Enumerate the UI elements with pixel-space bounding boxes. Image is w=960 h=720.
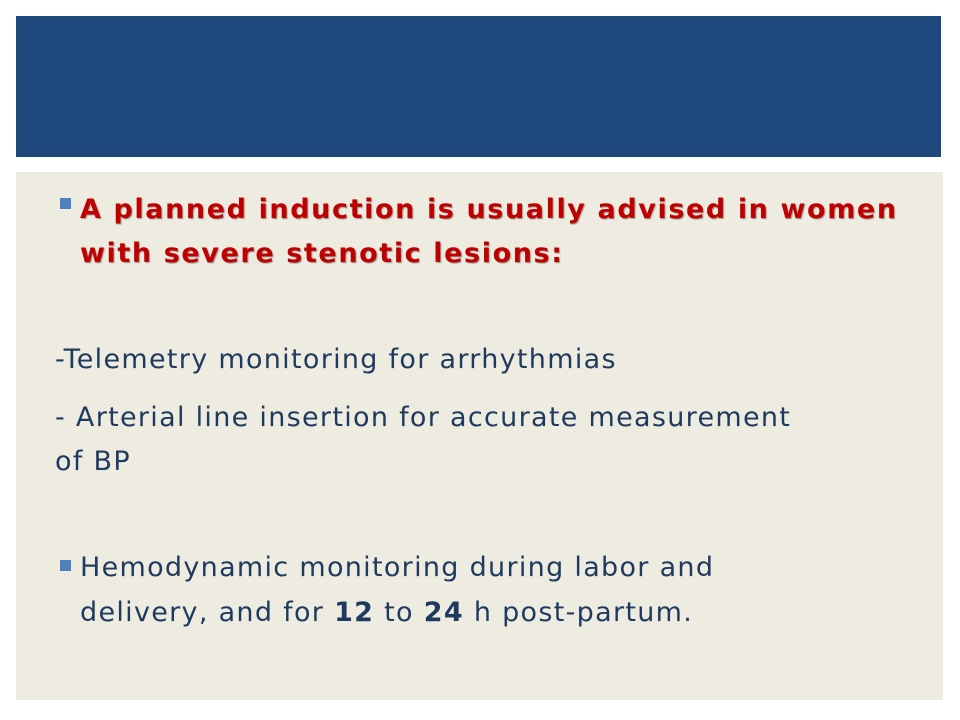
hemo-line-2-text-b: to: [374, 597, 424, 628]
hemo-line-2: [80, 597, 693, 628]
intro-line-2: with severe stenotic lesions:: [80, 238, 564, 269]
hemo-hours-end: 24: [423, 597, 464, 628]
hemo-line-2-text-c: h post-partum.: [463, 597, 694, 628]
hemo-line-1: Hemodynamic monitoring during labor and: [80, 552, 715, 583]
arterial-line-item: - Arterial line insertion for accurate measurement: [55, 402, 792, 433]
arterial-line-item-cont: of BP: [55, 446, 131, 477]
bullet-marker: [60, 198, 71, 209]
telemetry-item: -Telemetry monitoring for arrhythmias: [55, 344, 617, 375]
intro-line-1: A planned induction is usually advised in women: [80, 194, 898, 225]
bullet-marker: [60, 560, 71, 571]
hemo-hours-start: 12: [334, 597, 375, 628]
title-bar: [16, 16, 941, 157]
hemo-line-2-text-a: delivery, and for: [80, 597, 335, 628]
content-area: [16, 172, 943, 700]
